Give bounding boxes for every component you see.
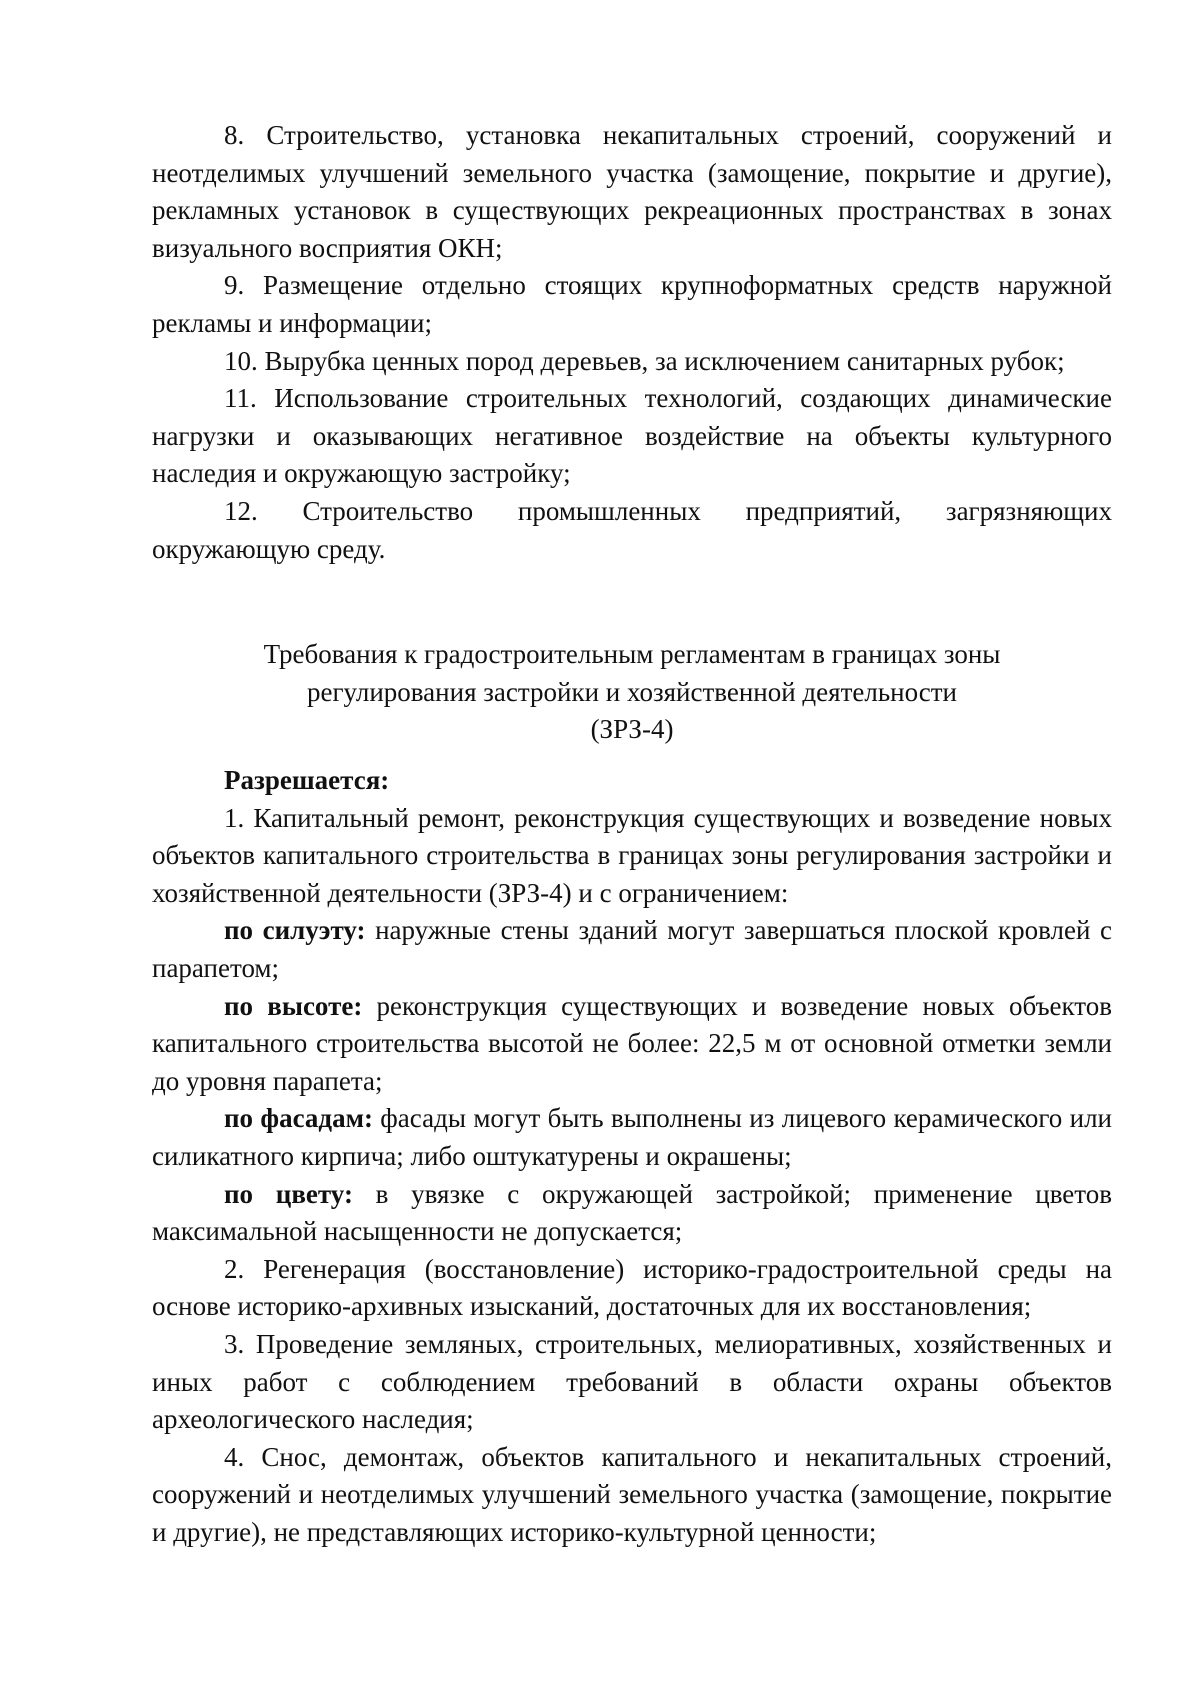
restriction-facades bbox=[152, 1100, 1112, 1175]
list-item: 4. Снос, демонтаж, объектов капитального и некапитальных строений, сооружений и неотделимых улучшений земельного участка (замощение, покрытие и другие), не представляющих историко-культурной ценности; bbox=[152, 1441, 1112, 1547]
list-item: 10. Вырубка ценных пород деревьев, за исключением санитарных рубок; bbox=[224, 345, 1065, 376]
restriction-silhouette bbox=[152, 912, 1112, 987]
heading-zone-code: (ЗРЗ-4) bbox=[590, 714, 674, 745]
list-item: 1. Капитальный ремонт, реконструкция существующих и возведение новых объектов капитального строительства в границах зоны регулирования застройки и хозяйственной деятельности (ЗРЗ-4) и с ограничением: bbox=[152, 802, 1112, 908]
restriction-label: по цвету: bbox=[224, 1178, 353, 1209]
list-item: 11. Использование строительных технологий, создающих динамические нагрузки и оказывающих негативное воздействие на объекты культурного наследия и окружающую застройку; bbox=[152, 383, 1112, 489]
restriction-height bbox=[152, 988, 1112, 1101]
list-item: 12. Строительство промышленных предприятий, загрязняющих окружающую среду. bbox=[152, 495, 1112, 564]
prohibited-items-list bbox=[152, 117, 1112, 568]
restriction-label: по силуэту: bbox=[224, 915, 366, 946]
list-item: 2. Регенерация (восстановление) историко-градостроительной среды на основе историко-архивных изысканий, достаточных для их восстановления; bbox=[152, 1253, 1112, 1322]
restriction-text: фасады могут быть выполнены из лицевого керамического или силикатного кирпича; либо оштукатурены и окрашены; bbox=[152, 1103, 1112, 1171]
allowed-label: Разрешается: bbox=[224, 765, 390, 795]
restriction-text: реконструкция существующих и возведение новых объектов капитального строительства высотой не более: 22,5 м от основной отметки земли до уровня парапета; bbox=[152, 990, 1112, 1096]
restriction-text: наружные стены зданий могут завершаться плоской кровлей с парапетом; bbox=[152, 915, 1112, 983]
heading-line: регулирования застройки и хозяйственной деятельности bbox=[307, 676, 957, 707]
list-item: 8. Строительство, установка некапитальных строений, сооружений и неотделимых улучшений земельного участка (замощение, покрытие и другие), рекламных установок в существующих рекреационных пространствах в зонах визуального восприятия ОКН; bbox=[152, 120, 1112, 263]
restriction-label: по высоте: bbox=[224, 990, 363, 1021]
section-heading bbox=[152, 636, 1112, 749]
restriction-text: в увязке с окружающей застройкой; применение цветов максимальной насыщенности не допускается; bbox=[152, 1178, 1112, 1247]
list-item: 3. Проведение земляных, строительных, мелиоративных, хозяйственных и иных работ с соблюдением требований в области охраны объектов археологического наследия; bbox=[152, 1328, 1112, 1435]
restriction-color bbox=[152, 1176, 1112, 1251]
allowed-section bbox=[152, 762, 1112, 1551]
heading-line: Требования к градостроительным регламентам в границах зоны bbox=[263, 639, 1001, 669]
list-item: 9. Размещение отдельно стоящих крупноформатных средств наружной рекламы и информации; bbox=[152, 270, 1112, 338]
restriction-label: по фасадам: bbox=[224, 1103, 373, 1134]
